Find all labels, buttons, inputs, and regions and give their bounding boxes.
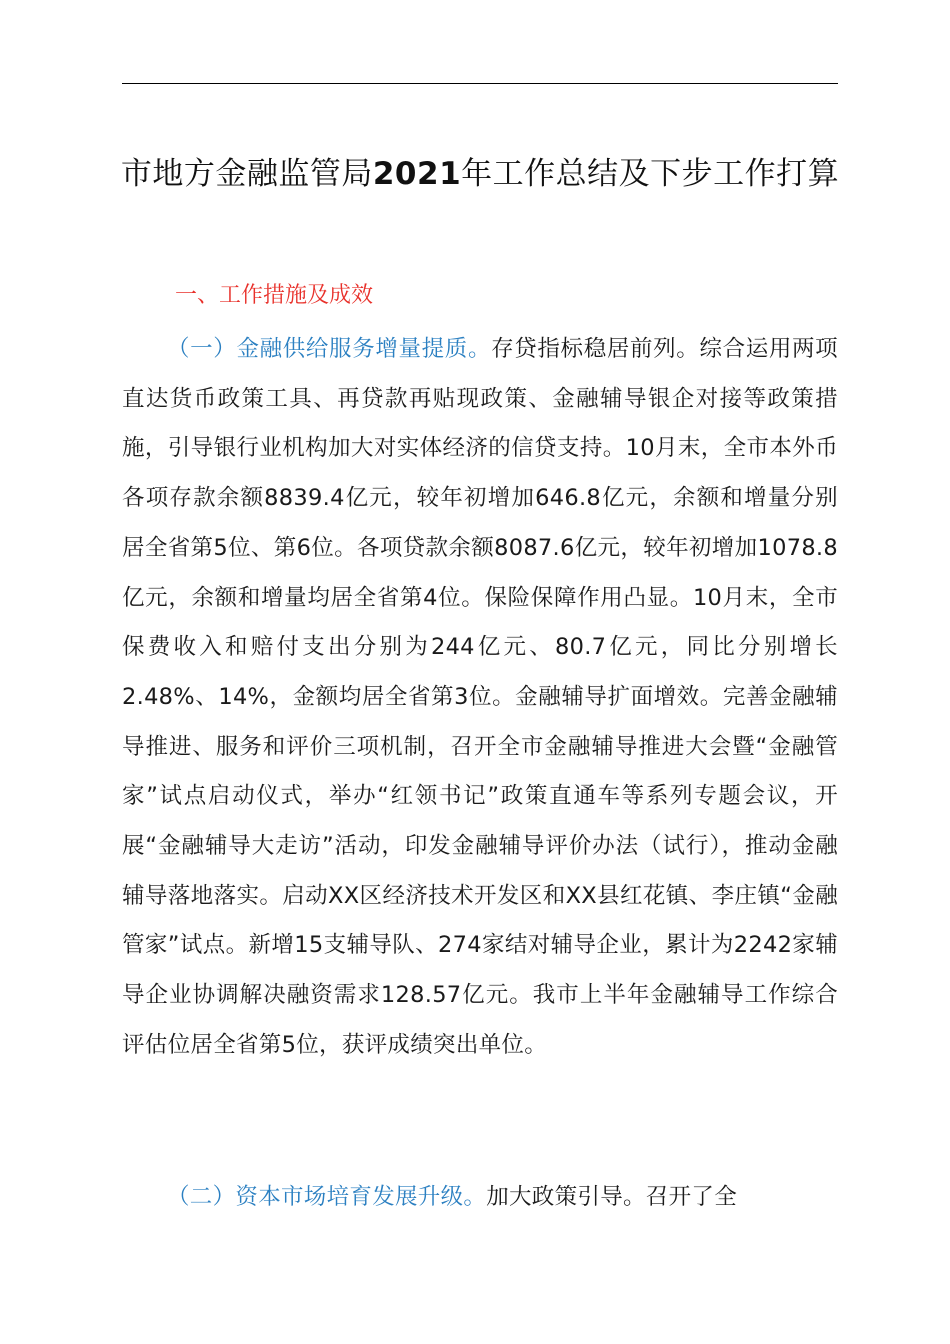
paragraph-1 [122,325,838,1071]
title-part2: 年工作总结及下步工作打算 [461,156,840,192]
paragraph-1-body: 存贷指标稳居前列。综合运用两项直达货币政策工具、再贷款再贴现政策、金融辅导银企对接等政策措施，引导银行业机构加大对实体经济的信贷支持。10月末，全市本外币各项存款余额8839.4亿元，较年初增加646.8亿元，余额和增量分别居全省第5位、第6位。各项贷款余额8087.6亿元，较年初增加1078.8亿元，余额和增量均居全省第4位。保险保障作用凸显。10月末，全市保费收入和赔付支出分别为244亿元、80.7亿元，同比分别增长2.48%、14%，金额均居全省第3位。金融辅导扩面增效。完善金融辅导推进、服务和评价三项机制，召开全市金融辅导推进大会暨“金融管家”试点启动仪式，举办“红领书记”政策直通车等系列专题会议，开展“金融辅导大走访”活动，印发金融辅导评价办法（试行），推动金融辅导落地落实。启动XX区经济技术开发区和XX县红花镇、李庄镇“金融管家”试点。新增15支辅导队、274家结对辅导企业，累计为2242家辅导企业协调解决融资需求128.57亿元。我市上半年金融辅导工作综合评估位居全省第5位，获评成绩突出单位。 [122,336,838,1058]
header-rule [122,83,838,84]
paragraph-2 [122,1173,838,1223]
paragraph-2-body: 加大政策引导。召开了全 [486,1184,738,1210]
section-heading-1: 一、工作措施及成效 [175,283,374,308]
title-part1: 市地方金融监管局 [120,156,373,192]
title-year: 2021 [372,156,462,192]
paragraph-1-heading: （一）金融供给服务增量提质。 [167,336,492,362]
paragraph-2-heading: （二）资本市场培育发展升级。 [167,1184,487,1210]
document-title [110,150,850,199]
